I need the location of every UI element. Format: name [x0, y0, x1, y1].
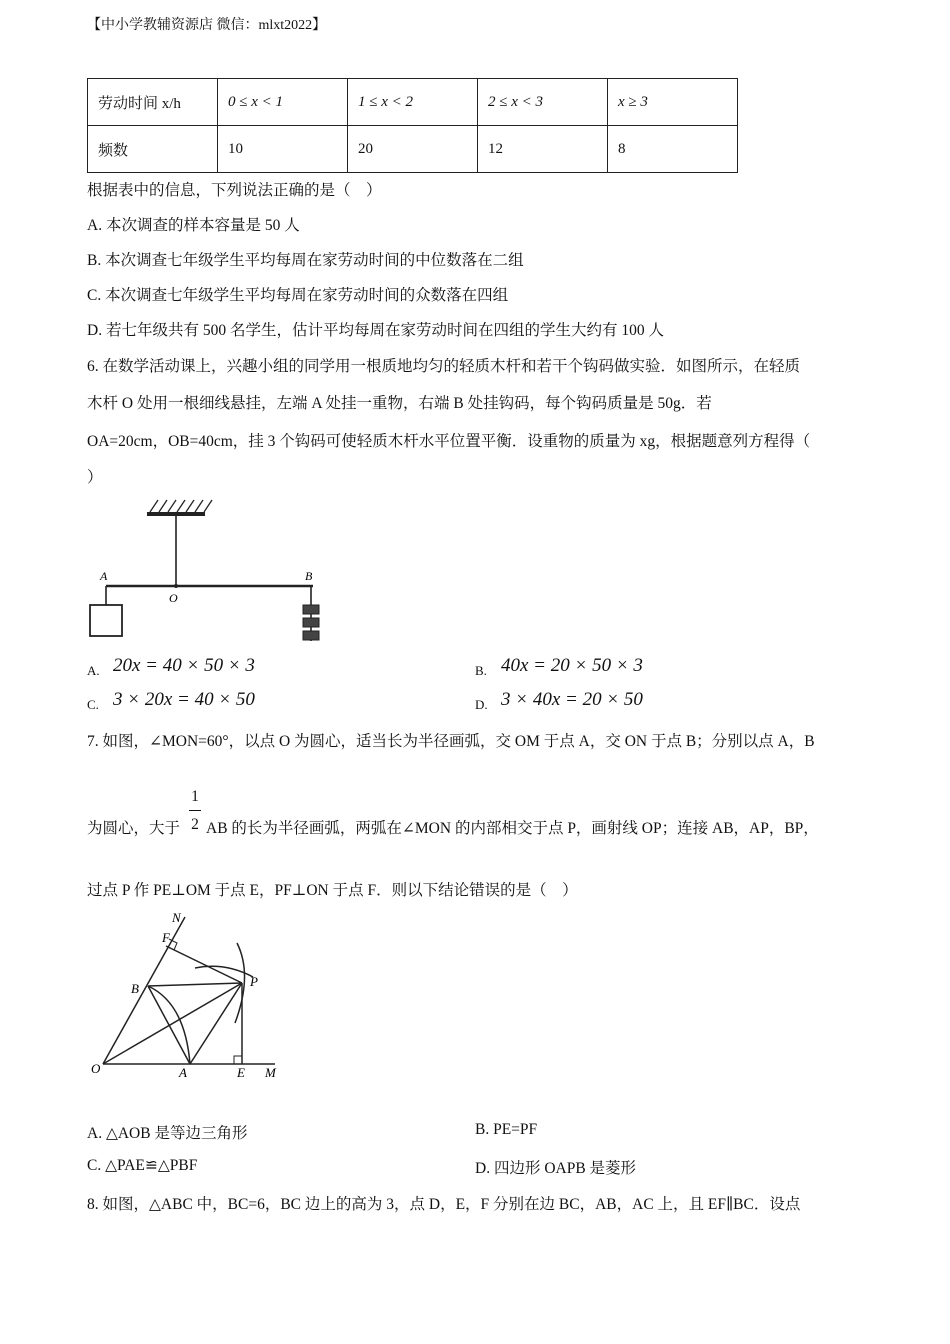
ceiling-hatch: [150, 500, 212, 512]
q7-line-3: 过点 P 作 PE⊥OM 于点 E，PF⊥ON 于点 F．则以下结论错误的是（ ）: [87, 882, 578, 899]
hook-weights: [303, 605, 319, 640]
table-cell: 10: [218, 126, 348, 173]
q7-line-1: 7. 如图，∠MON=60°，以点 O 为圆心，适当长为半径画弧，交 OM 于点 A，交 ON 于点 B；分别以点 A，B: [87, 733, 815, 750]
q7-option-a: A. △AOB 是等边三角形: [87, 1125, 248, 1142]
fraction-bar: [189, 810, 201, 811]
q7-option-d: D. 四边形 OAPB 是菱形: [475, 1160, 637, 1177]
q5-stem: 根据表中的信息，下列说法正确的是（ ）: [87, 182, 382, 199]
segment-bp: [148, 983, 242, 986]
q5-option-c: C. 本次调查七年级学生平均每周在家劳动时间的众数落在四组: [87, 287, 509, 304]
frequency-table: [87, 78, 738, 173]
q7-line-2-pre: 为圆心，大于: [87, 820, 181, 837]
lever-figure: [80, 495, 340, 650]
right-angle-e: [234, 1056, 242, 1064]
q6-option-a-label: A.: [87, 663, 100, 678]
label-f: F: [162, 930, 170, 945]
table-header-cell: 频数: [88, 126, 218, 173]
hook-weight: [303, 618, 319, 627]
geometry-figure: [85, 905, 290, 1085]
q7-line-2-post: AB 的长为半径画弧，两弧在∠MON 的内部相交于点 P，画射线 OP；连接 AB，AP，BP，: [206, 820, 819, 837]
q5-option-b: B. 本次调查七年级学生平均每周在家劳动时间的中位数落在二组: [87, 252, 524, 269]
label-p: P: [250, 974, 258, 989]
table-cell: 2 ≤ x < 3: [478, 79, 608, 126]
table-cell: 1 ≤ x < 2: [348, 79, 478, 126]
table-cell: 20: [348, 126, 478, 173]
q6-option-c: 3 × 20x = 40 × 50: [113, 689, 255, 710]
q6-option-c-label: C.: [87, 697, 99, 712]
label-m: M: [265, 1065, 276, 1080]
label-e: E: [237, 1065, 245, 1080]
q5-option-d: D. 若七年级共有 500 名学生，估计平均每周在家劳动时间在四组的学生大约有 100 人: [87, 322, 664, 339]
q6-option-b-label: B.: [475, 663, 487, 678]
fraction-denominator: 2: [191, 816, 199, 833]
table-cell: 0 ≤ x < 1: [218, 79, 348, 126]
label-a: A: [100, 569, 108, 583]
q8-line-1: 8. 如图，△ABC 中，BC=6，BC 边上的高为 3，点 D，E，F 分别在边 BC，AB，AC 上，且 EF∥BC．设点: [87, 1196, 801, 1213]
q6-line-3: OA=20cm，OB=40cm，挂 3 个钩码可使轻质木杆水平位置平衡．设重物的质量为 xg，根据题意列方程得（: [87, 433, 811, 450]
segment-ab: [148, 986, 190, 1064]
label-b: B: [131, 981, 139, 996]
heavy-object: [90, 605, 122, 636]
label-o: O: [169, 591, 178, 605]
label-n: N: [172, 910, 181, 925]
table-cell: 8: [608, 126, 738, 173]
hook-weight: [303, 605, 319, 614]
q6-line-4: ）: [87, 469, 103, 486]
table-cell: x ≥ 3: [608, 79, 738, 126]
q6-line-2: 木杆 O 处用一根细线悬挂，左端 A 处挂一重物，右端 B 处挂钩码，每个钩码质量是 50g．若: [87, 395, 712, 412]
q6-option-d: 3 × 40x = 20 × 50: [501, 689, 643, 710]
pivot-point: [174, 584, 178, 588]
label-b: B: [305, 569, 313, 583]
hook-weight: [303, 631, 319, 640]
table-cell: 12: [478, 126, 608, 173]
q6-option-b: 40x = 20 × 50 × 3: [501, 655, 643, 676]
label-o: O: [91, 1061, 101, 1076]
segment-ap: [190, 983, 242, 1064]
segment-pf: [166, 946, 242, 983]
table-row: [88, 79, 738, 126]
q6-line-1: 6. 在数学活动课上，兴趣小组的同学用一根质地均匀的轻质木杆和若干个钩码做实验．如图所示，在轻质: [87, 358, 801, 375]
q7-option-b: B. PE=PF: [475, 1121, 538, 1138]
q6-option-a: 20x = 40 × 50 × 3: [113, 655, 255, 676]
fraction-numerator: 1: [191, 788, 199, 805]
q6-option-d-label: D.: [475, 697, 488, 712]
header-note: 【中小学教辅资源店 微信：mlxt2022】: [87, 18, 327, 33]
ray-on: [103, 917, 185, 1064]
q7-option-c: C. △PAE≌△PBF: [87, 1157, 198, 1174]
table-header-cell: 劳动时间 x/h: [88, 79, 218, 126]
ray-op: [103, 983, 242, 1064]
label-a: A: [179, 1065, 187, 1080]
q5-option-a: A. 本次调查的样本容量是 50 人: [87, 217, 300, 234]
table-row: [88, 126, 738, 173]
